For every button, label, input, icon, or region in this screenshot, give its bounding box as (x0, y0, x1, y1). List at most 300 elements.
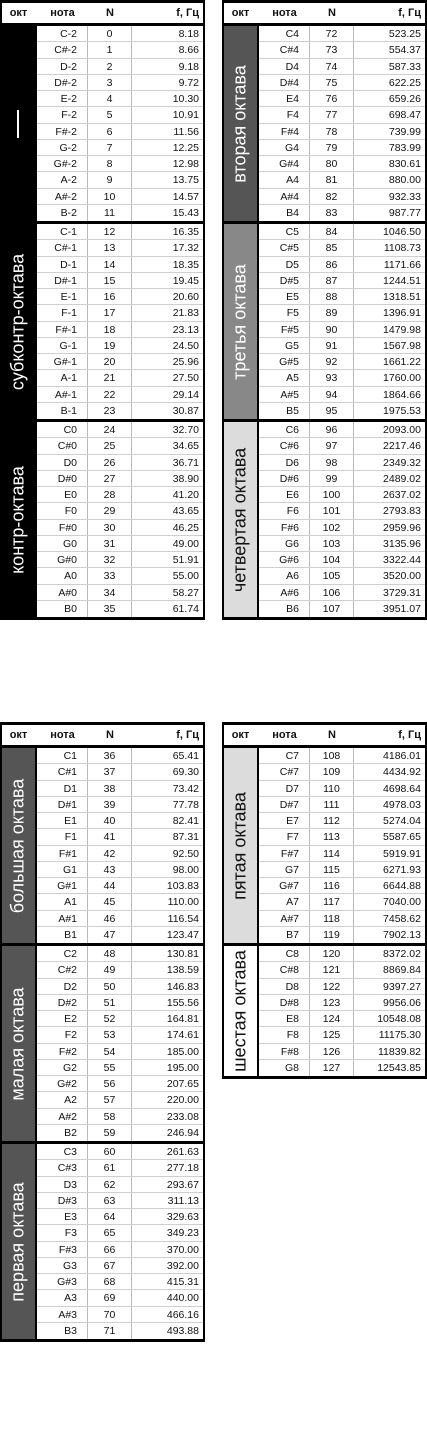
frequency: 277.18 (166, 1162, 199, 1175)
note-name: G#7 (259, 878, 310, 893)
note-name: D7 (259, 781, 310, 796)
note-number: 25 (88, 438, 132, 453)
table-row (259, 59, 427, 75)
table-row (37, 1144, 205, 1160)
note-name: A6 (259, 568, 310, 583)
note-name: E-1 (37, 289, 88, 304)
octave-name: четвертая октава (229, 447, 249, 592)
note-name: F8 (259, 1027, 310, 1042)
octave-name: третья октава (229, 263, 249, 380)
note-name: A7 (259, 894, 310, 909)
table-row (259, 205, 427, 221)
frequency: 43.65 (172, 505, 199, 518)
header-f: f, Гц (398, 729, 421, 741)
note-number: 97 (310, 438, 354, 453)
frequency: 58.27 (172, 586, 199, 599)
note-number: 51 (88, 995, 132, 1010)
note-number: 94 (310, 387, 354, 402)
note-name: D5 (259, 257, 310, 272)
table-row (259, 455, 427, 471)
border-right (203, 0, 205, 620)
note-name: G#3 (37, 1274, 88, 1289)
frequency: 932.33 (388, 190, 421, 203)
table-header (0, 722, 205, 748)
frequency: 2637.02 (383, 489, 421, 501)
table-row (259, 422, 427, 438)
frequency: 3951.07 (383, 602, 421, 615)
table-row (37, 1076, 205, 1092)
note-name: G3 (37, 1258, 88, 1273)
note-name: A#5 (259, 387, 310, 402)
table-row (259, 503, 427, 519)
table-row (37, 995, 205, 1011)
octave-label (222, 26, 259, 221)
note-name: C6 (259, 422, 310, 437)
table-row (37, 305, 205, 321)
table-row (259, 289, 427, 305)
frequency: 9956.06 (383, 996, 421, 1009)
note-number: 109 (310, 764, 354, 779)
note-name: A#7 (259, 911, 310, 926)
note-name: C8 (259, 946, 310, 961)
note-number: 111 (310, 797, 354, 812)
note-name: C#3 (37, 1160, 88, 1175)
frequency: 7902.13 (383, 928, 421, 941)
table-row (259, 370, 427, 386)
frequency: 10.30 (172, 93, 199, 105)
note-number: 74 (310, 59, 354, 74)
note-name: B4 (259, 205, 310, 221)
note-name: A#1 (37, 911, 88, 926)
table-row (37, 813, 205, 829)
note-number: 121 (310, 962, 354, 977)
table-row (259, 42, 427, 58)
table-row (37, 172, 205, 188)
table-row (37, 107, 205, 123)
note-number: 120 (310, 946, 354, 961)
note-number: 112 (310, 813, 354, 828)
frequency: 880.00 (388, 174, 421, 187)
note-name: D#-2 (37, 75, 88, 90)
frequency: 739.99 (388, 125, 421, 138)
frequency: 116.54 (167, 912, 199, 925)
note-number: 75 (310, 75, 354, 90)
frequency: 4434.92 (383, 766, 421, 779)
note-number: 65 (88, 1225, 132, 1240)
octave-name: вторая октава (229, 64, 249, 183)
table-row (259, 520, 427, 536)
note-number: 41 (88, 829, 132, 844)
note-number: 85 (310, 240, 354, 255)
frequency: 659.26 (388, 93, 421, 105)
note-number: 40 (88, 813, 132, 828)
note-name: F7 (259, 829, 310, 844)
frequency: 23.13 (172, 323, 199, 336)
note-name: B2 (37, 1125, 88, 1141)
table-row (259, 107, 427, 123)
note-name: G1 (37, 862, 88, 877)
frequency: 11.56 (173, 125, 199, 138)
frequency: 7040.00 (383, 896, 421, 909)
table-row (37, 1011, 205, 1027)
border-left (222, 722, 224, 1079)
table-row (259, 568, 427, 584)
note-number: 95 (310, 403, 354, 419)
table-row (37, 1290, 205, 1306)
note-number: 34 (88, 585, 132, 600)
note-number: 47 (88, 927, 132, 943)
table-row (37, 1092, 205, 1108)
frequency: 440.00 (166, 1292, 199, 1305)
frequency: 19.45 (172, 274, 199, 287)
note-number: 103 (310, 536, 354, 551)
note-number: 21 (88, 370, 132, 385)
note-number: 64 (88, 1209, 132, 1224)
table-row (259, 75, 427, 91)
note-name: F#1 (37, 846, 88, 861)
table-row (37, 552, 205, 568)
table-row (37, 91, 205, 107)
note-name: F#7 (259, 846, 310, 861)
frequency: 174.61 (166, 1029, 199, 1042)
frequency: 30.87 (172, 404, 199, 417)
frequency: 16.35 (172, 226, 199, 238)
table-row (37, 224, 205, 240)
note-number: 76 (310, 91, 354, 106)
note-number: 49 (88, 962, 132, 977)
frequency: 146.83 (166, 980, 199, 993)
frequency: 130.81 (166, 948, 199, 960)
note-number: 59 (88, 1125, 132, 1141)
table-row (37, 1177, 205, 1193)
note-name: E1 (37, 813, 88, 828)
table-row (37, 503, 205, 519)
table-panel (222, 722, 427, 1079)
border-left (0, 0, 2, 620)
note-number: 101 (310, 503, 354, 518)
octave-label (0, 26, 37, 221)
border-left (222, 0, 224, 620)
frequency: 466.16 (166, 1308, 199, 1321)
note-number: 108 (310, 748, 354, 763)
note-name: A#6 (259, 585, 310, 600)
note-name: D#7 (259, 797, 310, 812)
note-number: 89 (310, 305, 354, 320)
frequency: 103.83 (166, 880, 199, 892)
note-number: 48 (88, 946, 132, 961)
table-row (259, 862, 427, 878)
note-number: 127 (310, 1060, 354, 1076)
frequency: 261.63 (166, 1146, 199, 1158)
frequency: 1244.51 (383, 274, 421, 287)
note-name: C#5 (259, 240, 310, 255)
octave-label (222, 748, 259, 943)
note-number: 68 (88, 1274, 132, 1289)
table-row (37, 1307, 205, 1323)
frequency: 46.25 (172, 521, 199, 534)
note-number: 73 (310, 42, 354, 57)
table-row (259, 894, 427, 910)
table-row (259, 438, 427, 454)
table-row (259, 354, 427, 370)
note-name: E2 (37, 1011, 88, 1026)
header-note: нота (272, 729, 297, 741)
frequency: 392.00 (166, 1259, 199, 1272)
header-okt: окт (231, 729, 250, 741)
note-number: 9 (88, 172, 132, 187)
frequency: 1318.51 (383, 291, 421, 303)
table-row (259, 224, 427, 240)
note-name: F#8 (259, 1044, 310, 1059)
octave-block (0, 1144, 205, 1342)
note-number: 80 (310, 156, 354, 171)
frequency: 4186.01 (383, 750, 421, 762)
note-number: 102 (310, 520, 354, 535)
note-name: E3 (37, 1209, 88, 1224)
table-row (37, 59, 205, 75)
frequency: 698.47 (388, 109, 421, 122)
frequency: 2793.83 (383, 505, 421, 518)
frequency: 34.65 (172, 440, 199, 453)
frequency: 65.41 (172, 750, 199, 762)
frequency: 9397.27 (383, 980, 421, 993)
note-name: D#4 (259, 75, 310, 90)
note-number: 12 (88, 224, 132, 239)
octave-label (0, 748, 37, 943)
frequency: 207.65 (166, 1078, 199, 1090)
note-name: G#6 (259, 552, 310, 567)
note-name: C#-1 (37, 240, 88, 255)
note-number: 92 (310, 354, 354, 369)
note-name: B1 (37, 927, 88, 943)
note-name: G2 (37, 1060, 88, 1075)
table-row (259, 1011, 427, 1027)
note-name: C#1 (37, 764, 88, 779)
note-number: 29 (88, 503, 132, 518)
octave-block (0, 26, 205, 224)
note-number: 99 (310, 471, 354, 486)
table-row (37, 862, 205, 878)
frequency: 1171.66 (383, 258, 421, 271)
frequency: 29.14 (172, 388, 199, 401)
table-row (37, 946, 205, 962)
frequency: 21.83 (172, 307, 199, 320)
table-row (259, 403, 427, 419)
table-row (37, 354, 205, 370)
table-header (0, 0, 205, 26)
note-name: D4 (259, 59, 310, 74)
frequency: 8372.02 (383, 948, 421, 960)
frequency: 2349.32 (383, 456, 421, 469)
header-okt: окт (9, 729, 28, 741)
note-number: 35 (88, 601, 132, 617)
border-right (203, 722, 205, 1342)
table-row (37, 205, 205, 221)
frequency: 38.90 (172, 472, 199, 485)
note-number: 81 (310, 172, 354, 187)
note-name: D#6 (259, 471, 310, 486)
note-number: 88 (310, 289, 354, 304)
note-number: 2 (88, 59, 132, 74)
table-row (259, 91, 427, 107)
table-row (259, 338, 427, 354)
table-row (259, 829, 427, 845)
table-row (37, 1323, 205, 1339)
frequency: 311.13 (167, 1194, 199, 1207)
note-name: D-1 (37, 257, 88, 272)
table-row (37, 979, 205, 995)
note-name: C#4 (259, 42, 310, 57)
frequency: 2489.02 (383, 472, 421, 485)
note-name: E4 (259, 91, 310, 106)
note-name: F2 (37, 1027, 88, 1042)
note-name: F#-2 (37, 124, 88, 139)
frequency: 2217.46 (383, 440, 421, 453)
frequency: 1108.73 (383, 242, 421, 255)
note-number: 90 (310, 322, 354, 337)
table-row (37, 1109, 205, 1125)
table-row (37, 140, 205, 156)
note-number: 36 (88, 748, 132, 763)
octave-name: большая октава (7, 778, 27, 913)
note-number: 122 (310, 979, 354, 994)
note-number: 117 (310, 894, 354, 909)
table-row (37, 403, 205, 419)
frequency: 27.50 (172, 372, 199, 385)
table-row (259, 156, 427, 172)
header-n: N (106, 729, 114, 741)
note-number: 31 (88, 536, 132, 551)
frequency: 12543.85 (377, 1061, 421, 1074)
frequency: 4698.64 (383, 782, 421, 795)
frequency: 51.91 (172, 554, 199, 566)
note-name: C#6 (259, 438, 310, 453)
note-number: 54 (88, 1044, 132, 1059)
table-row (259, 140, 427, 156)
note-number: 91 (310, 338, 354, 353)
table-row (37, 1160, 205, 1176)
header-okt: окт (9, 7, 28, 19)
note-name: D#1 (37, 797, 88, 812)
note-name: D#0 (37, 471, 88, 486)
note-number: 62 (88, 1177, 132, 1192)
octave-block (0, 748, 205, 946)
header-note: нота (272, 7, 297, 19)
note-number: 107 (310, 601, 354, 617)
note-name: F-1 (37, 305, 88, 320)
note-number: 5 (88, 107, 132, 122)
table-row (37, 75, 205, 91)
note-name: E0 (37, 487, 88, 502)
note-name: G#-2 (37, 156, 88, 171)
note-name: B-2 (37, 205, 88, 221)
note-name: C2 (37, 946, 88, 961)
note-name: F1 (37, 829, 88, 844)
note-number: 100 (310, 487, 354, 502)
note-number: 87 (310, 273, 354, 288)
octave-block (222, 26, 427, 224)
frequency: 11175.30 (378, 1029, 421, 1042)
note-name: F#5 (259, 322, 310, 337)
frequency: 830.61 (388, 158, 421, 170)
frequency: 6271.93 (383, 863, 421, 876)
note-number: 78 (310, 124, 354, 139)
table-row (259, 1060, 427, 1076)
table-row (37, 601, 205, 617)
note-number: 110 (310, 781, 354, 796)
octave-label (222, 224, 259, 419)
note-number: 105 (310, 568, 354, 583)
frequency: 195.00 (166, 1061, 199, 1074)
table-row (37, 1027, 205, 1043)
table-row (37, 289, 205, 305)
header-f: f, Гц (176, 7, 199, 19)
note-name: A1 (37, 894, 88, 909)
table-row (37, 536, 205, 552)
frequency: 15.43 (172, 206, 199, 219)
header-okt: окт (231, 7, 250, 19)
frequency: 17.32 (172, 242, 199, 255)
note-name: A#2 (37, 1109, 88, 1124)
note-name: G#2 (37, 1076, 88, 1091)
table-row (37, 1274, 205, 1290)
note-number: 23 (88, 403, 132, 419)
note-name: D3 (37, 1177, 88, 1192)
frequency: 20.60 (172, 291, 199, 303)
note-name: A-2 (37, 172, 88, 187)
note-number: 83 (310, 205, 354, 221)
note-name: C-2 (37, 26, 88, 41)
table-row (259, 257, 427, 273)
frequency: 24.50 (172, 339, 199, 352)
note-name: A2 (37, 1092, 88, 1107)
table-row (259, 387, 427, 403)
note-number: 32 (88, 552, 132, 567)
table-row (37, 455, 205, 471)
table-row (259, 995, 427, 1011)
note-name: C-1 (37, 224, 88, 239)
frequency: 14.57 (172, 190, 199, 203)
frequency: 98.00 (172, 863, 199, 876)
note-number: 69 (88, 1290, 132, 1305)
table-row (37, 962, 205, 978)
frequency: 6644.88 (383, 880, 421, 892)
note-name: G0 (37, 536, 88, 551)
frequency: 622.25 (388, 76, 421, 89)
note-name: A-1 (37, 370, 88, 385)
note-name: G#1 (37, 878, 88, 893)
border-left (0, 722, 2, 1342)
note-name: D6 (259, 455, 310, 470)
header-note: нота (50, 729, 75, 741)
frequency: 2093.00 (383, 424, 421, 436)
frequency: 18.35 (172, 258, 199, 271)
frequency: 493.88 (166, 1324, 199, 1337)
note-name: F0 (37, 503, 88, 518)
note-number: 61 (88, 1160, 132, 1175)
table-header (222, 722, 427, 748)
note-number: 72 (310, 26, 354, 41)
note-name: D#3 (37, 1193, 88, 1208)
table-header (222, 0, 427, 26)
note-number: 66 (88, 1242, 132, 1257)
table-row (37, 911, 205, 927)
frequency: 155.56 (166, 996, 199, 1009)
note-number: 56 (88, 1076, 132, 1091)
table-row (259, 26, 427, 42)
note-name: A3 (37, 1290, 88, 1305)
table-row (37, 257, 205, 273)
